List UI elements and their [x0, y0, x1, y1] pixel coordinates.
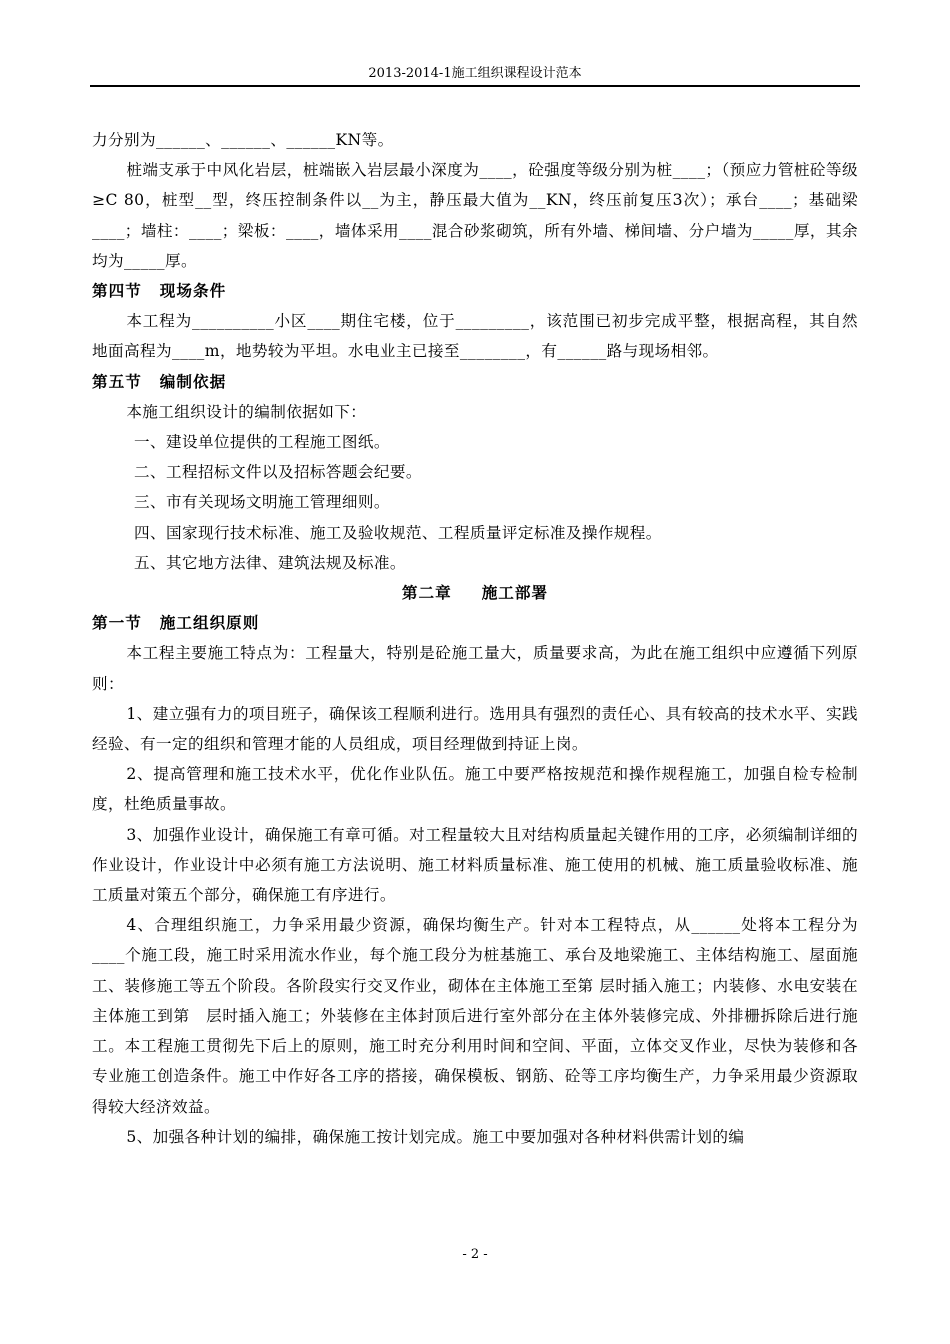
list-item: 二、工程招标文件以及招标答题会纪要。 — [134, 463, 422, 482]
paragraph: 本工程主要施工特点为：工程量大，特别是砼施工量大，质量要求高，为此在施工组织中应遵循下列原则： — [92, 644, 858, 693]
section-heading — [92, 367, 858, 397]
section-heading — [92, 276, 858, 306]
paragraph: 本工程为__________小区____期住宅楼，位于_________，该范围已初步完成平整，根据高程，其自然地面高程为____m，地势较为平坦。水电业主已接至________，有______路与现场相邻。 — [92, 312, 858, 361]
document-body — [92, 125, 858, 1152]
list-item: 五、其它地方法律、建筑法规及标准。 — [134, 553, 406, 572]
paragraph: 3、加强作业设计，确保施工有章可循。对工程量较大且对结构质量起关键作用的工序，必须编制详细的作业设计，作业设计中必须有施工方法说明、施工材料质量标准、施工使用的机械、施工质量验收标准、施工质量对策五个部分，确保施工有序进行。 — [92, 825, 858, 905]
chapter-title: 施工部署 — [481, 583, 549, 603]
section-number: 第四节 — [92, 281, 142, 301]
paragraph: 桩端支承于中风化岩层，桩端嵌入岩层最小深度为____，砼强度等级分别为桩____；（预应力管桩砼等级≥C 80，桩型__型，终压控制条件以__为主，静压最大值为__KN，终压前复压3次）；承台____；基础梁____；墙柱：____；梁板：____，墙体采用____混合砂浆砌筑，所有外墙、梯间墙、分户墙为_____厚，其余均为_____厚。 — [92, 161, 858, 270]
paragraph: 5、加强各种计划的编排，确保施工按计划完成。施工中要加强对各种材料供需计划的编 — [126, 1127, 745, 1146]
paragraph: 本施工组织设计的编制依据如下： — [126, 402, 367, 421]
header-rule — [90, 85, 860, 87]
section-title: 施工组织原则 — [159, 613, 260, 633]
list-item: 三、市有关现场文明施工管理细则。 — [134, 493, 390, 512]
page-header: 2013-2014-1施工组织课程设计范本 — [368, 66, 582, 81]
list-item: 一、建设单位提供的工程施工图纸。 — [134, 433, 390, 452]
section-number: 第一节 — [92, 613, 142, 633]
chapter-heading — [92, 578, 858, 608]
paragraph: 1、建立强有力的项目班子，确保该工程顺利进行。选用具有强烈的责任心、具有较高的技术水平、实践经验、有一定的组织和管理才能的人员组成，项目经理做到持证上岗。 — [92, 704, 858, 754]
section-title: 现场条件 — [159, 281, 227, 301]
section-number: 第五节 — [92, 371, 142, 391]
section-title: 编制依据 — [159, 371, 227, 391]
list-item: 四、国家现行技术标准、施工及验收规范、工程质量评定标准及操作规程。 — [134, 523, 662, 542]
page-number: - 2 - — [462, 1247, 488, 1262]
chapter-number: 第二章 — [401, 583, 452, 603]
paragraph: 2、提高管理和施工技术水平，优化作业队伍。施工中要严格按规范和操作规程施工，加强自检专检制度，杜绝质量事故。 — [92, 765, 858, 814]
paragraph: 4、合理组织施工，力争采用最少资源，确保均衡生产。针对本工程特点，从______处将本工程分为____个施工段，施工时采用流水作业，每个施工段分为桩基施工、承台及地梁施工、主体结构施工、屋面施工、装修施工等五个阶段。各阶段实行交叉作业，砌体在主体施工至第 层时插入施工；内装修、水电安装在主体施工到第 层时插入施工；外装修在主体封顶后进行室外部分在主体外装修完成、外排栅拆除后进行施工。本工程施工贯彻先下后上的原则，施工时充分利用时间和空间、平面，立体交叉作业，尽快为装修和各专业施工创造条件。施工中作好各工序的搭接，确保模板、钢筋、砼等工序均衡生产，力争采用最少资源取得较大经济效益。 — [92, 916, 858, 1116]
paragraph: 力分别为______、______、______KN等。 — [92, 131, 394, 149]
section-heading — [92, 608, 858, 638]
